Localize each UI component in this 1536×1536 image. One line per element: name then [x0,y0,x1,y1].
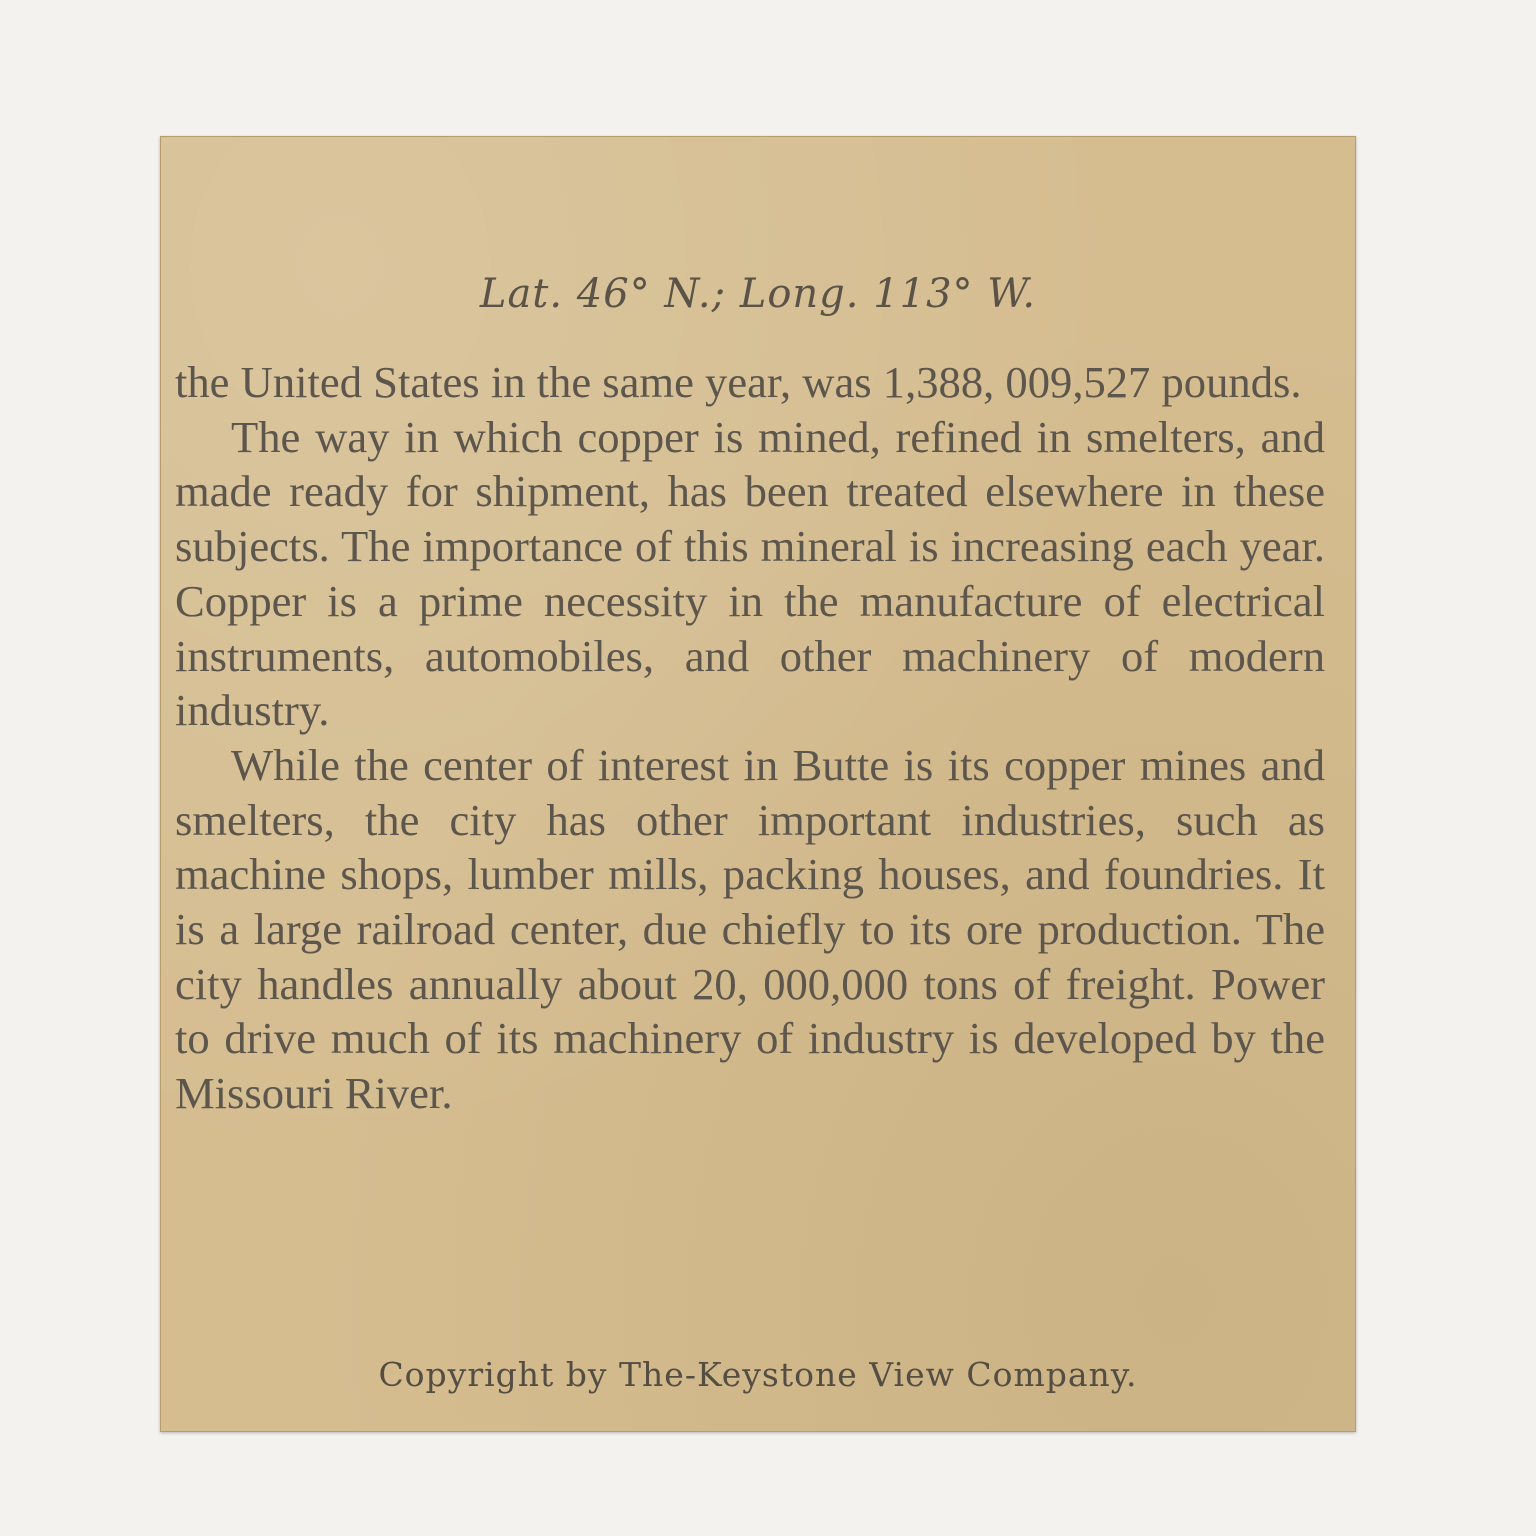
coordinates-heading: Lat. 46° N.; Long. 113° W. [479,271,1037,317]
paragraph-continuation: the United States in the same year, was 1,388, 009,527 pounds. [175,357,1302,407]
copyright-line: Copyright by The-Keystone View Company. [378,1355,1138,1394]
paragraph-copper-mining: The way in which copper is mined, refined in smelters, and made ready for shipment, has been treated elsewhere in these subjects. The importance of this mineral is increasing each year. Copper is a prime necessity in the manufacture of electrical instruments, automobiles, and other machinery of modern industry. [175,411,1325,736]
card-body-text [175,355,1325,1121]
paragraph-butte-industries: While the center of interest in Butte is its copper mines and smelters, the city has other important industries, such as machine shops, lumber mills, packing houses, and foundries. It is a large railroad center, due chiefly to its ore production. The city handles annually about 20, 000,000 tons of freight. Power to drive much of its machinery of industry is developed by the Missouri River. [175,739,1325,1119]
stereoview-card-back [160,136,1356,1432]
